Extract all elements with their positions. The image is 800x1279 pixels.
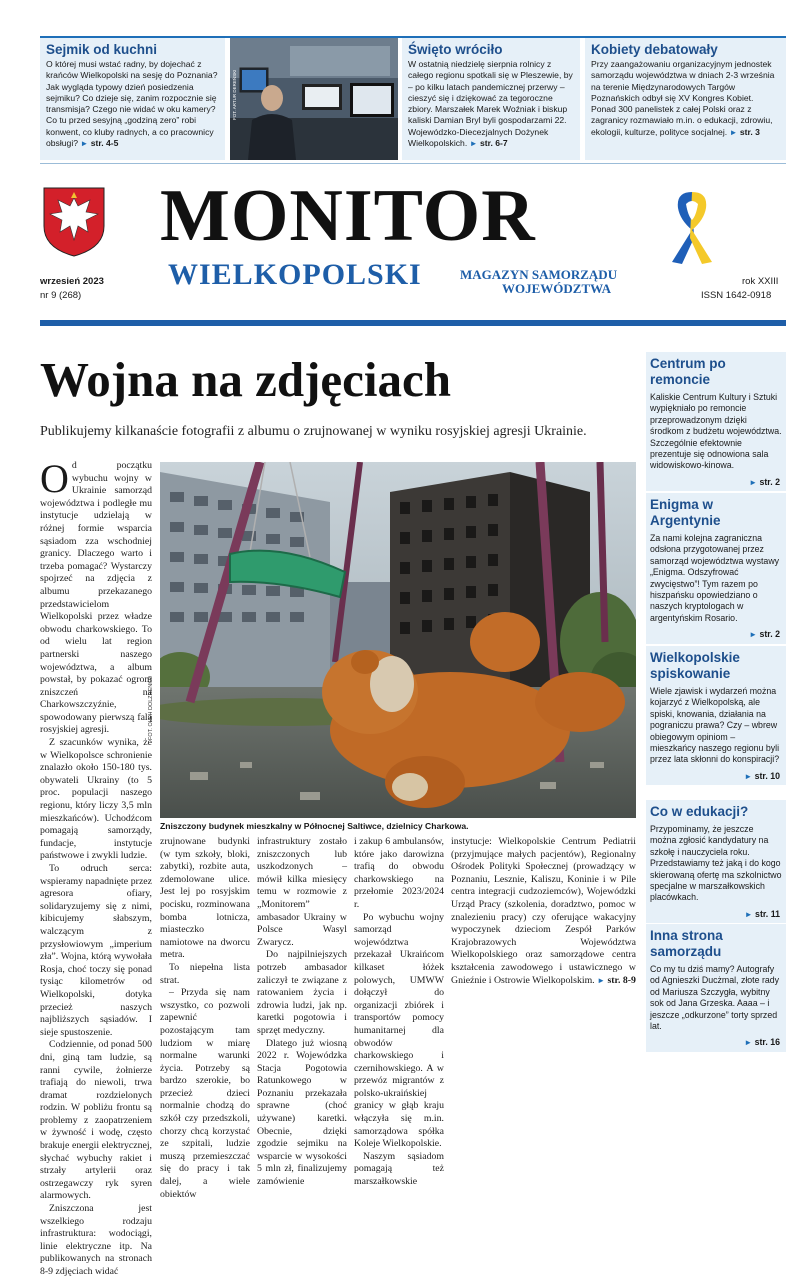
paragraph: Codziennie, od ponad 500 dni, giną tam ludzie, są ranni cywile, żołnierze trafiają do niewoli, trwa dramat rozdzielonych rodzin. W pobliżu frontu są problemy z zaopatrzeniem w żywność i wodę, często brakuje energii elektrycznej, słychać wybuchy rakiet i strzały artylerii oraz ostrzegawczy ryk syren alarmowych. <box>40 1039 152 1202</box>
dropcap: O <box>40 456 69 501</box>
issue-number: nr 9 (268) <box>40 290 82 301</box>
paragraph: Do najpilniejszych potrzeb ambasador zaliczył te związane z ratowaniem życia i zdrowia ludzi, jak np. karetki pogotowia i sprzęt medyczny. <box>257 949 347 1036</box>
sidebar-item-spiskowanie[interactable] <box>646 646 786 785</box>
paragraph: instytucje: Wielkopolskie Centrum Pediatrii (przyjmujące małych pacjentów), Regionalny Ośrodek Polityki Społecznej (prowadzący w Poznaniu, Lesznie, Kaliszu, Koninie i w Pile centra integracji cudzoziemców), Wojewódzki Urząd Pracy (szkolenia, doradztwo, pomoc w znalezieniu pracy) czy oferujące wakacyjny wypoczynek dzieciom Zespół Parków Krajobrazowych Województwa Wielkopolskiego oraz samorządowe centra kształcenia zawodowego i ustawicznego w Gnieźnie i Ostrowie Wielkopolskim. ► str. 8-9 <box>451 836 636 986</box>
teaser-bottom-rule <box>40 163 786 164</box>
teaser-photo-credit: FOT. ARTUR DEREŃSKI <box>232 69 237 120</box>
arrow-icon: ► <box>729 127 738 137</box>
arrow-icon: ► <box>744 909 753 919</box>
teaser-sejmik[interactable] <box>40 38 225 160</box>
issn: ISSN 1642-0918 <box>701 290 772 301</box>
paragraph: Dlatego już wiosną 2022 r. Wojewódzka Stacja Pogotowia Ratunkowego w Poznaniu przekazała sprawne (choć używane) karetki. Obecnie, dzięki zgodzie sejmiku na wsparcie w wysokości 5 mln zł, finalizujemy zamówienie <box>257 1037 347 1188</box>
page-ref: ► str. 2 <box>749 629 780 640</box>
page-ref: ► str. 11 <box>744 908 780 919</box>
tagline-line-2: WOJEWÓDZTWA <box>502 281 612 296</box>
article-column-5 <box>451 836 636 987</box>
sidebar-title: Centrum po remoncie <box>650 356 726 387</box>
sidebar-item-edukacja[interactable] <box>646 800 786 923</box>
volume-year: rok XXIII <box>742 276 779 287</box>
teaser-swieto[interactable] <box>402 38 580 160</box>
paragraph: zrujnowane budynki (w tym szkoły, bloki, zabytki), rozbite auta, zdemolowane ulice. Jest lej po rosyjskim pocisku, rozminowana bomba lotnicza, miasteczko namiotowe na dworcu metra. <box>160 836 250 961</box>
sidebar-text: Za nami kolejna zagraniczna odsłona przygotowanej przez samorząd województwa wystawy „Enigma. Odszyfrować zwycięstwo”! Tym razem po hiszpańsku opowiedziano o naszych kryptologach w argentyńskim Rosario. <box>650 533 780 623</box>
sidebar-item-enigma[interactable] <box>646 493 786 644</box>
arrow-icon: ► <box>749 630 757 640</box>
article-column-2 <box>160 836 250 1201</box>
sidebar-text: Przypominamy, że jeszcze można zgłosić kandydatury na szkołę i nauczyciela roku. Przedstawiamy też jaką i do kogo skierowaną ofertę ma szkolnictwo specjalne w marszałkowskich placówkach. <box>650 824 782 903</box>
photo-credit: FOT. OLEH DOLZHENKO <box>148 675 154 740</box>
paragraph: infrastruktury zostało zniszczonych lub uszkodzonych – mówił kilka miesięcy temu w rozmowie z „Monitorem” ambasador Ukrainy w Polsce Wasyl Zwarycz. <box>257 836 347 948</box>
coat-of-arms-icon <box>42 186 106 263</box>
sidebar-title: Inna strona samorządu <box>650 928 723 959</box>
article-column-1 <box>40 456 152 1279</box>
tagline-line-1: MAGAZYN SAMORZĄDU <box>460 267 618 282</box>
page-ref: ► str. 2 <box>749 476 780 487</box>
sidebar-text: Co my tu dziś mamy? Autografy od Agnieszki Ducżmal, złote rady od Mariusza Szczygła, wybitny sok od Jana Grzeska. Aaaa – i jeszcze „odkurzone” torty sprzed lat. <box>650 964 780 1032</box>
sidebar-item-centrum[interactable] <box>646 352 786 491</box>
page-ref: str. 8-9 <box>607 974 636 986</box>
sidebar-text: Kaliskie Centrum Kultury i Sztuki wypiękniało po remoncie przeprowadzonym dzięki środkom z budżetu województwa. Szczególnie efektownie prezentuje się odnowiona sala widowiskowo-kinowa. <box>650 392 782 471</box>
arrow-icon: ► <box>80 139 89 149</box>
sidebar-title: Enigma w Argentynie <box>650 497 721 528</box>
teaser-text: Przy zaangażowaniu organizacyjnym jednostek samorządu województwa w dniach 2-3 września na terenie Międzynarodowych Targów Poznańskich odbył się XV Kongres Kobiet. Ponad 300 panelistek z całej Polski oraz z zagranicy rozmawiało m.in. o edukacji, zdrowiu, ekologii, kulturze, polityce socjalnej. ► str. 3 <box>591 59 775 137</box>
teaser-text: W ostatnią niedzielę sierpnia rolnicy z całego regionu spotkali się w Pleszewie, by – po kilku latach pandemicznej przerwy – cieszyć się i dziękować za tegoroczne zbiory. Marszałek Marek Woźniak i biskup kaliski Damian Bryl byli gospodarzami 22. Wojewódzko-Diecezjalnych Dożynek Wielkopolskich. ► str. 6-7 <box>408 59 573 149</box>
arrow-icon: ► <box>597 975 606 985</box>
page-ref: str. 6-7 <box>479 138 508 149</box>
article-column-4 <box>354 836 444 1189</box>
paragraph: Od początku wybuchu wojny w Ukrainie samorząd województwa i podległe mu instytucje udzielają w różnej formie wsparcia sąsiadom zza wschodniej granicy. Dlaczego warto i trzeba pomagać? Wystarczy spojrzeć na zdjęcia z albumu przekazanego przedstawicielom Wielkopolski przez władze obwodu charkowskiego. To od wielu lat region partnerski naszego województwa, a album powstał, by pokazać ogrom zniszczeń na Charkowszczyźnie, spowodowany pierwszą falą rosyjskiej agresji. <box>40 456 152 736</box>
arrow-icon: ► <box>749 477 757 487</box>
sidebar-title: Co w edukacji? <box>650 804 749 819</box>
teaser-text: O której musi wstać radny, by dojechać z krańców Wielkopolski na sesję do Poznania? Jak wygląda typowy dzień posiedzenia sejmiku? Co dzieje się, zanim rozpocznie się transmisja? Czego nie widać w oku kamery? Co tu przed sesyjną „godziną zero” robi konwent, co kluby radnych, a co pracownicy obsługi? ► str. 4-5 <box>46 59 218 149</box>
teaser-title: Sejmik od kuchni <box>46 42 158 57</box>
paragraph: Zniszczona jest wszelkiego rodzaju infrastruktura: wodociągi, linie elektryczne itp. Na publikowanych na stronach 8-9 zdjęciach widać <box>40 1203 152 1277</box>
masthead-tagline <box>460 268 640 296</box>
article-column-3 <box>257 836 347 1189</box>
article-deck: Publikujemy kilkanaście fotografii z albumu o zrujnowanej w wyniku rosyjskiej agresji Ukrainie. <box>40 424 587 439</box>
page-ref: str. 3 <box>739 126 760 137</box>
teaser-kobiety[interactable] <box>585 38 786 160</box>
paragraph: To odruch serca: wspieramy napadnięte przez agresora ofiary, solidaryzujemy się z nimi, kibicujemy słabszym, walczącym z przysłowiowym „imperium zła”. Wojna, którą wywołała Rosja, choć toczy się ponad tysiąc kilometrów od Wielkopolski, dotyka przecież naszych najbliższych sąsiadów. I sieje spustoszenie. <box>40 863 152 1038</box>
ruined-building-illustration <box>160 462 636 818</box>
arrow-icon: ► <box>469 139 478 149</box>
issue-date: wrzesień 2023 <box>40 276 104 287</box>
sidebar-title: Wielkopolskie spiskowanie <box>650 650 740 681</box>
paragraph: Po wybuchu wojny samorząd województwa przekazał Ukraińcom kilkaset łóżek polowych, UMWW dołączył do organizacji zbiórek i transportów pomocy humanitarnej dla obwodów charkowskiego i czernihowskiego. A w przewóz migrantów z polsko-ukraińskiej granicy w głąb kraju włączyła się m.in. samorządowa spółka Koleje Wielkopolskie. <box>354 911 444 1150</box>
ukraine-ribbon-icon <box>662 186 722 271</box>
main-photo <box>160 462 636 818</box>
paragraph: i zakup 6 ambulansów, które jako darowizna trafią do obwodu charkowskiego na przełomie 2023/2024 r. <box>354 836 444 910</box>
masthead-rule <box>40 320 786 326</box>
article-headline: Wojna na zdjęciach <box>40 352 452 407</box>
arrow-icon: ► <box>744 1038 753 1048</box>
paragraph: Z szacunków wynika, że w Wielkopolsce schronienie znalazło około 150-180 tys. obywateli Ukrainy (to 5 proc. populacji naszego regionu, który liczy 3,5 mln mieszkańców). Uchodźcom pomagają samorządy, fundacje, instytucje państwowe i zwykli ludzie. <box>40 737 152 862</box>
paragraph: Naszym sąsiadom pomagają też marszałkowskie <box>354 1150 444 1188</box>
paragraph: – Przyda się nam wszystko, co pozwoli zapewnić pozostającym tam ludziom w miarę normalne warunki życia. Potrzeby są bardzo szerokie, bo przecież dzieci normalnie chodzą do szkół czy przedszkoli, chorzy chcą korzystać ze szpitali, ludzie muszą przemieszczać się do pracy i tak dalej, a wiele obiektów <box>160 987 250 1200</box>
page-ref: ► str. 10 <box>744 770 780 781</box>
sidebar-item-inna-strona[interactable] <box>646 924 786 1052</box>
arrow-icon: ► <box>744 771 753 781</box>
sidebar-text: Wiele zjawisk i wydarzeń można kojarzyć z Wielkopolską, ale spiski, knowania, działania na pograniczu prawa? Czy – wbrew obiegowym opiniom – mieszkańcy naszego regionu byli przez lata skłonni do konspiracji? <box>650 686 780 765</box>
masthead-title: MONITOR <box>160 175 536 257</box>
photo-caption: Zniszczony budynek mieszkalny w Północnej Saltiwce, dzielnicy Charkowa. <box>160 821 469 831</box>
page-ref: str. 4-5 <box>90 138 119 149</box>
paragraph: To niepełna lista strat. <box>160 961 250 986</box>
masthead-subtitle: WIELKOPOLSKI <box>168 258 422 291</box>
teaser-title: Kobiety debatowały <box>591 42 718 57</box>
teaser-photo-sejmik <box>230 38 398 160</box>
sejmik-photo-illustration <box>230 38 398 160</box>
page-ref: ► str. 16 <box>744 1037 780 1048</box>
teaser-title: Święto wróciło <box>408 42 503 57</box>
